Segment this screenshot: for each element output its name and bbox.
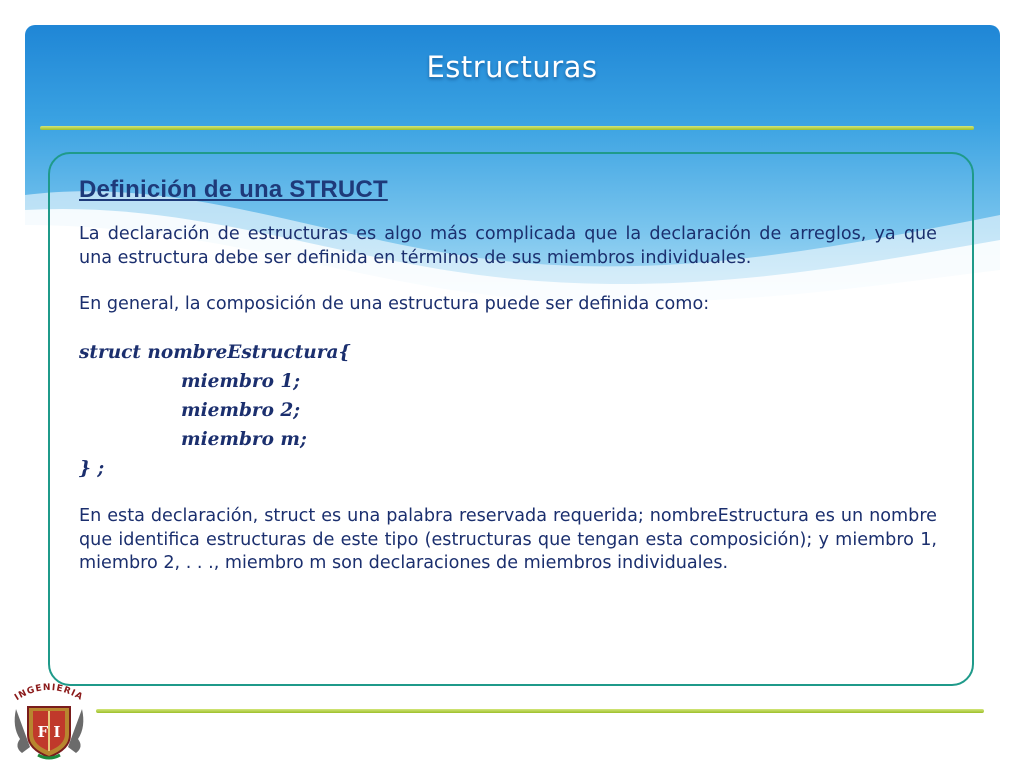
paragraph-intro: La declaración de estructuras es algo más complicada que la declaración de arreglos, ya que una estructura debe ser definida en términos de sus miembros individuales. [79,224,937,268]
top-divider [40,126,974,130]
bottom-divider [96,709,984,713]
code-block [79,338,937,483]
code-line: } ; [79,458,105,479]
code-line: miembro m; [181,429,307,450]
logo-text: INGENIERIA [13,682,85,704]
paragraph-general: En general, la composición de una estructura puede ser definida como: [79,294,710,314]
content-area [79,176,937,576]
section-heading: Definición de una STRUCT [79,176,388,203]
slide-title: Estructuras [426,50,598,84]
code-line: miembro 1; [181,371,301,392]
faculty-logo [8,677,90,762]
code-line: miembro 2; [181,400,301,421]
code-line: struct nombreEstructura{ [79,342,351,363]
paragraph-explanation: En esta declaración, struct es una palabra reservada requerida; nombreEstructura es un nombre que identifica estructuras de este tipo (estructuras que tengan esta composición); y miembro 1, miembro 2, . . ., miembro m son declaraciones de miembros individuales. [79,506,937,573]
logo-initials: F I [37,723,61,741]
